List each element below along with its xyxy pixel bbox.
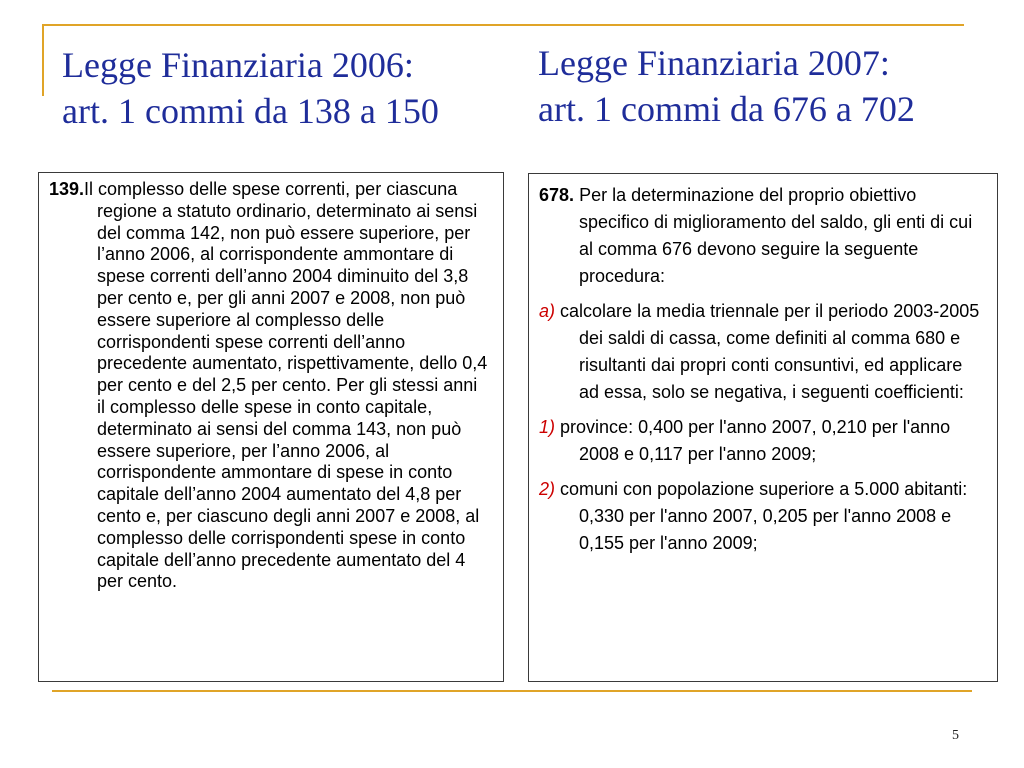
title-right-line2: art. 1 commi da 676 a 702 [538, 89, 915, 129]
list-item-a [539, 298, 985, 406]
bottom-accent-rule [52, 690, 972, 692]
title-legge-2006 [62, 42, 439, 134]
comma-139-text: Il complesso delle spese correnti, per ciascuna regione a statuto ordinario, determinato ai sensi del comma 142, non può essere superiore, per l’anno 2006, al corrispondente ammontare di spese correnti dell’anno 2004 diminuito del 3,8 per cento e, per gli anni 2007 e 2008, non può essere superiore al complesso delle corrispondenti spese correnti dell’anno precedente aumentato, rispettivamente, dello 0,4 per cento e del 2,5 per cento. Per gli stessi anni il complesso delle spese in conto capitale, determinato ai sensi del comma 143, non può essere superiore, per l’anno 2006, al corrispondente ammontare di spese in conto capitale dell’anno 2004 aumentato del 4,8 per cento e, per ciascuno degli anni 2007 e 2008, al complesso delle corrispondenti spese in conto capitale dell’anno precedente aumentato del 4 per cento. [84, 179, 488, 592]
title-left-line1: Legge Finanziaria 2006: [62, 45, 414, 85]
comma-678-number: 678. [539, 185, 575, 205]
left-text-panel [38, 172, 504, 682]
page-number: 5 [952, 728, 959, 743]
top-accent-rule [42, 24, 964, 26]
list-marker-2: 2) [539, 479, 556, 499]
title-legge-2007 [538, 40, 915, 132]
title-right-line1: Legge Finanziaria 2007: [538, 43, 890, 83]
comma-678-paragraph [539, 182, 985, 290]
list-item-a-text: calcolare la media triennale per il periodo 2003-2005 dei saldi di cassa, come definiti al comma 680 e risultanti dai propri conti consuntivi, ed applicare ad essa, solo se negativa, i seguenti coefficienti: [560, 301, 980, 402]
comma-139-paragraph [49, 179, 489, 593]
comma-678-text: Per la determinazione del proprio obiettivo specifico di miglioramento del saldo, gli enti di cui al comma 676 devono seguire la seguente procedura: [579, 185, 973, 286]
comma-139-number: 139. [49, 179, 85, 199]
title-left-line2: art. 1 commi da 138 a 150 [62, 91, 439, 131]
list-item-2-text: comuni con popolazione superiore a 5.000 abitanti: 0,330 per l'anno 2007, 0,205 per l'anno 2008 e 0,155 per l'anno 2009; [560, 479, 968, 553]
list-item-1-text: province: 0,400 per l'anno 2007, 0,210 per l'anno 2008 e 0,117 per l'anno 2009; [560, 417, 951, 464]
list-marker-1: 1) [539, 417, 556, 437]
list-item-2 [539, 476, 985, 557]
list-marker-a: a) [539, 301, 556, 321]
left-accent-rule [42, 24, 44, 96]
list-item-1 [539, 414, 985, 468]
right-text-panel [528, 173, 998, 682]
